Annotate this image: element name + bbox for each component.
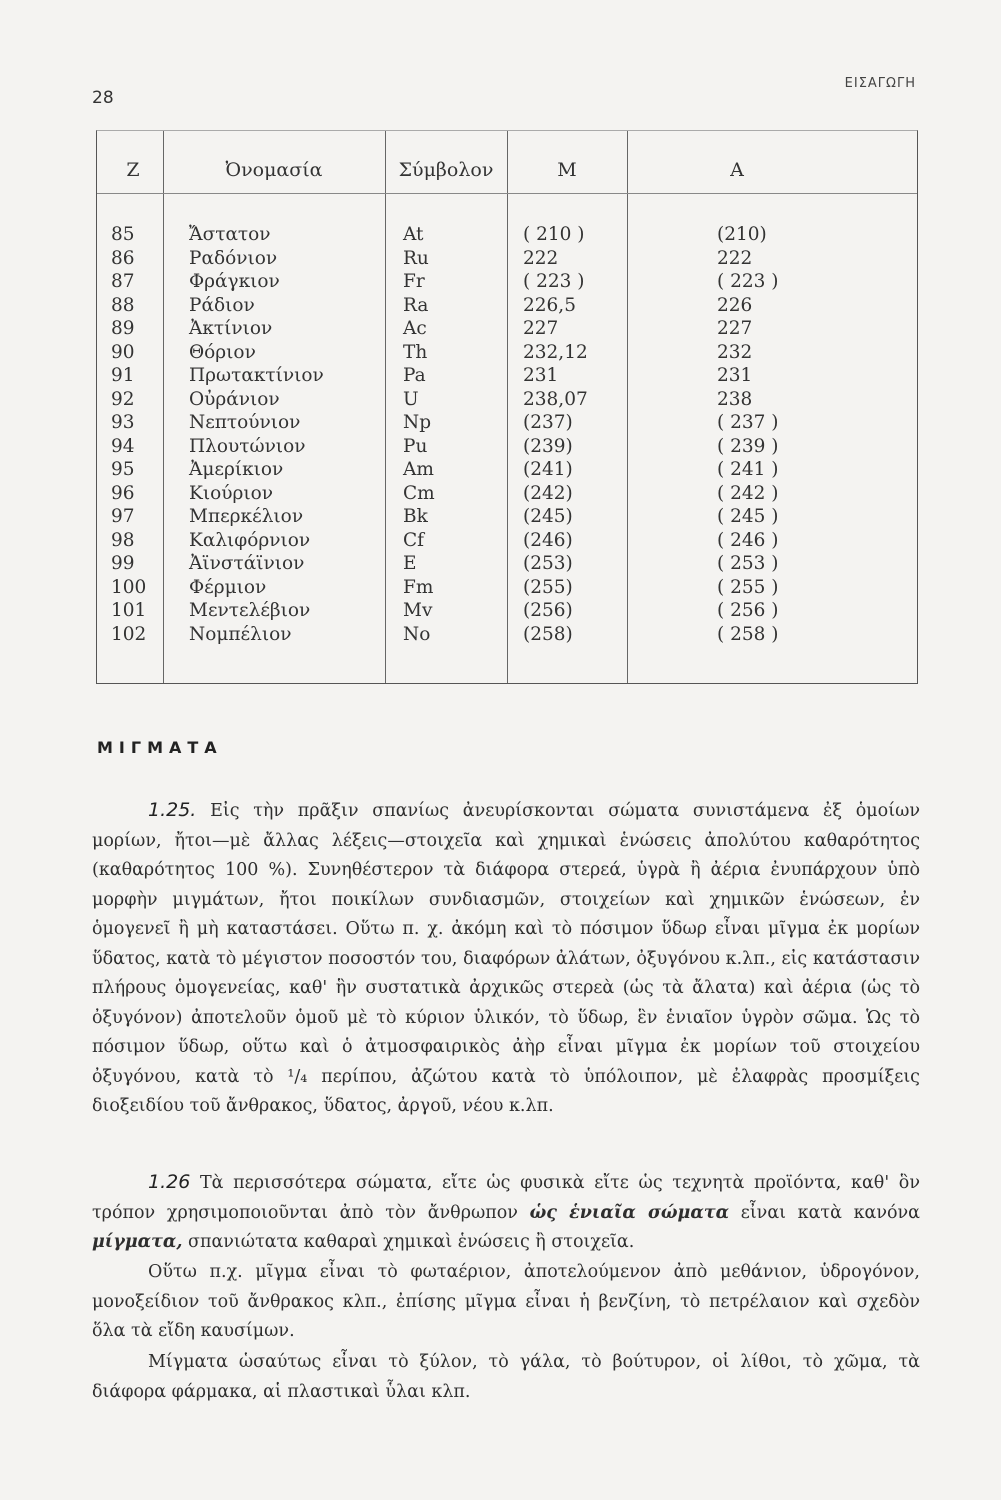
cell-m: 226,5: [523, 294, 576, 316]
cell-a: ( 242 ): [717, 482, 779, 504]
cell-a: ( 246 ): [717, 529, 779, 551]
cell-symbol: Ac: [403, 318, 427, 339]
cell-a: 222: [717, 247, 753, 269]
cell-z: 100: [111, 576, 147, 598]
cell-a: ( 239 ): [717, 435, 779, 457]
cell-z: 94: [111, 435, 135, 457]
paragraph-text: Οὕτω π.χ. μῖγμα εἶναι τὸ φωταέριον, ἀποτελούμενον ἀπὸ μεθάνιον, ὑδρογόνον, μονοξείδιον τοῦ ἄνθρακος κλπ., ἐπίσης μῖγμα εἶναι ἡ βενζίνη, τὸ πετρέλαιον καὶ σχεδὸν ὅλα τὰ εἴδη καυσίμων.: [92, 1262, 920, 1341]
cell-symbol: Ra: [403, 294, 429, 316]
table-row: [97, 223, 917, 247]
cell-symbol: Fr: [403, 271, 425, 292]
cell-a: ( 255 ): [717, 576, 779, 598]
cell-symbol: Pa: [403, 365, 426, 386]
elements-table: [96, 130, 918, 684]
cell-name: Καλιφόρνιον: [189, 529, 311, 551]
cell-a: ( 245 ): [717, 506, 779, 527]
header-rule: [97, 193, 917, 194]
cell-name: Μεντελέβιον: [189, 600, 311, 621]
cell-z: 88: [111, 294, 135, 316]
cell-a: 232: [717, 341, 753, 363]
cell-name: Ἀμερίκιον: [189, 459, 284, 480]
running-head: ΕΙΣΑΓΩΓΗ: [844, 76, 916, 91]
cell-z: 99: [111, 553, 135, 574]
cell-m: (255): [523, 576, 573, 598]
cell-m: (237): [523, 412, 573, 433]
table-row: [97, 435, 917, 459]
cell-symbol: Fm: [403, 576, 434, 598]
cell-name: Φράγκιον: [189, 271, 280, 292]
cell-name: Πρωτακτίνιον: [189, 365, 324, 386]
cell-m: (241): [523, 459, 573, 480]
cell-a: ( 241 ): [717, 459, 779, 480]
cell-symbol: Am: [403, 459, 434, 480]
header-m: M: [557, 159, 577, 181]
table-row: [97, 623, 917, 647]
cell-z: 90: [111, 341, 135, 363]
paragraph-text: Τὰ περισσότερα σώματα, εἴτε ὡς φυσικὰ εἴτε ὡς τεχνητὰ προϊόντα, καθ' ὃν τρόπον χρησιμοποιοῦνται ἀπὸ τὸν ἄνθρωπον: [92, 1173, 920, 1223]
table-row: [97, 294, 917, 318]
paragraph-text: Μίγματα ὡσαύτως εἶναι τὸ ξύλον, τὸ γάλα, τὸ βούτυρον, οἱ λίθοι, τὸ χῶμα, τὰ διάφορα φάρμακα, αἱ πλαστικαὶ ὗλαι κλπ.: [92, 1352, 920, 1402]
table-row: [97, 576, 917, 600]
cell-z: 87: [111, 271, 135, 292]
cell-a: ( 237 ): [717, 412, 779, 433]
cell-symbol: Np: [403, 412, 432, 433]
cell-symbol: Th: [403, 341, 428, 363]
header-z: Z: [126, 159, 140, 181]
cell-z: 89: [111, 318, 135, 339]
cell-a: 238: [717, 388, 753, 410]
cell-name: Κιούριον: [189, 482, 273, 504]
cell-m: 238,07: [523, 388, 588, 410]
cell-symbol: Bk: [403, 506, 428, 527]
table-row: [97, 247, 917, 271]
cell-z: 98: [111, 529, 135, 551]
header-name: Ὀνομασία: [225, 159, 323, 181]
paragraph-1-26: [92, 1168, 920, 1258]
table-row: [97, 505, 917, 529]
cell-z: 95: [111, 459, 135, 480]
cell-z: 91: [111, 365, 135, 386]
paragraph-example: [92, 1258, 920, 1347]
table-row: [97, 552, 917, 576]
cell-a: 226: [717, 294, 753, 316]
cell-symbol: E: [403, 553, 417, 574]
cell-a: ( 258 ): [717, 623, 779, 645]
cell-symbol: Cm: [403, 482, 435, 504]
cell-name: Νομπέλιον: [189, 623, 292, 645]
cell-m: (239): [523, 435, 573, 457]
cell-name: Ἀκτίνιον: [189, 318, 273, 339]
cell-m: ( 223 ): [523, 271, 585, 292]
table-row: [97, 341, 917, 365]
cell-a: ( 256 ): [717, 600, 779, 621]
cell-m: (242): [523, 482, 573, 504]
cell-m: ( 210 ): [523, 224, 585, 245]
cell-z: 86: [111, 247, 135, 269]
cell-name: Μπερκέλιον: [189, 506, 304, 527]
cell-z: 101: [111, 600, 147, 621]
paragraph-number: 1.25.: [148, 799, 197, 821]
cell-symbol: No: [403, 623, 431, 645]
paragraph-text: σπανιώτατα καθαραὶ χημικαὶ ἑνώσεις ἢ στοιχεῖα.: [188, 1232, 635, 1252]
cell-m: (258): [523, 623, 573, 645]
cell-name: Ἄστατον: [189, 224, 271, 245]
cell-m: (256): [523, 600, 573, 621]
emphasis-text: μίγματα,: [92, 1232, 183, 1252]
cell-m: 222: [523, 247, 559, 269]
section-title: ΜΙΓΜΑΤΑ: [97, 738, 223, 757]
cell-name: Οὐράνιον: [189, 388, 280, 410]
cell-symbol: Ru: [403, 247, 429, 269]
cell-z: 102: [111, 623, 147, 645]
cell-name: Πλουτώνιον: [189, 435, 306, 457]
cell-z: 92: [111, 388, 135, 410]
cell-a: ( 253 ): [717, 553, 779, 574]
cell-name: Ἀϊνστάϊνιον: [189, 553, 305, 574]
cell-name: Νεπτούνιον: [189, 412, 301, 433]
table-row: [97, 599, 917, 623]
paragraph-text: Εἰς τὴν πρᾶξιν σπανίως ἀνευρίσκονται σώματα συνιστάμενα ἐξ ὁμοίων μορίων, ἤτοι—μὲ ἄλλας λέξεις—στοιχεῖα καὶ χημικαὶ ἑνώσεις ἀπολύτου καθαρότητος (καθαρότητος 100 %). Συνηθέστερον τὰ διάφορα στερεά, ὑγρὰ ἢ ἀέρια ἐνυπάρχουν ὑπὸ μορφὴν μιγμάτων, ἤτοι ποικίλων συνδιασμῶν, στοιχείων καὶ χημικῶν ἑνώσεων, ἐν ὁμογενεῖ ἢ μὴ καταστάσει. Οὕτω π. χ. ἀκόμη καὶ τὸ πόσιμον ὕδωρ εἶναι μῖγμα ἐκ μορίων ὕδατος, κατὰ τὸ μέγιστον ποσοστόν του, διαφόρων ἀλάτων, ὀξυγόνου κ.λπ., εἰς κατάστασιν πλήρους ὁμογενείας, καθ' ἣν συστατικὰ ἀρχικῶς στερεὰ (ὡς τὰ ἄλατα) καὶ ἀέρια (ὡς τὸ ὀξυγόνον) ἀποτελοῦν ὁμοῦ μὲ τὸ κύριον ὑλικόν, τὸ ὕδωρ, ἓν ἑνιαῖον ὑγρὸν σῶμα. Ὡς τὸ πόσιμον ὕδωρ, οὕτω καὶ ὁ ἀτμοσφαιρικὸς ἀὴρ εἶναι μῖγμα ἐκ μορίων τοῦ στοιχείου ὀξυγόνου, κατὰ τὸ ¹/₄ περίπου, ἀζώτου κατὰ τὸ ὑπόλοιπον, μὲ ἐλαφρὰς προσμίξεις διοξειδίου τοῦ ἄνθρακος, ὕδατος, ἀργοῦ, νέου κ.λπ.: [92, 801, 920, 1116]
paragraph-mixtures: [92, 1348, 920, 1407]
header-symbol: Σύμβολον: [398, 159, 494, 181]
cell-name: Ραδόνιον: [189, 247, 278, 269]
cell-name: Φέρμιον: [189, 576, 267, 598]
paragraph-number: 1.26: [148, 1171, 191, 1193]
table-row: [97, 388, 917, 412]
cell-a: ( 223 ): [717, 271, 779, 292]
cell-symbol: Cf: [403, 529, 425, 551]
cell-z: 85: [111, 224, 135, 245]
cell-symbol: Pu: [403, 435, 428, 457]
cell-m: 227: [523, 318, 559, 339]
cell-m: (246): [523, 529, 573, 551]
page-number: 28: [92, 88, 114, 108]
cell-a: 227: [717, 318, 753, 339]
cell-symbol: U: [403, 388, 419, 410]
cell-name: Θόριον: [189, 341, 256, 363]
cell-m: 232,12: [523, 341, 588, 363]
paragraph-text: εἶναι κατὰ κανόνα: [740, 1202, 920, 1223]
cell-a: (210): [717, 224, 767, 245]
emphasis-text: ὡς ἑνιαῖα σώματα: [529, 1202, 730, 1223]
cell-m: (253): [523, 553, 573, 574]
table-row: [97, 270, 917, 294]
table-row: [97, 364, 917, 388]
header-a: A: [730, 159, 744, 181]
paragraph-1-25: [92, 796, 920, 1122]
table-row: [97, 411, 917, 435]
cell-symbol: Mv: [403, 600, 433, 621]
table-row: [97, 317, 917, 341]
cell-z: 93: [111, 412, 135, 433]
cell-m: (245): [523, 506, 573, 527]
cell-z: 96: [111, 482, 135, 504]
table-row: [97, 458, 917, 482]
cell-symbol: At: [403, 224, 424, 245]
cell-a: 231: [717, 365, 753, 386]
table-row: [97, 529, 917, 553]
cell-name: Ράδιον: [189, 294, 255, 316]
cell-z: 97: [111, 506, 135, 527]
table-row: [97, 482, 917, 506]
cell-m: 231: [523, 365, 559, 386]
